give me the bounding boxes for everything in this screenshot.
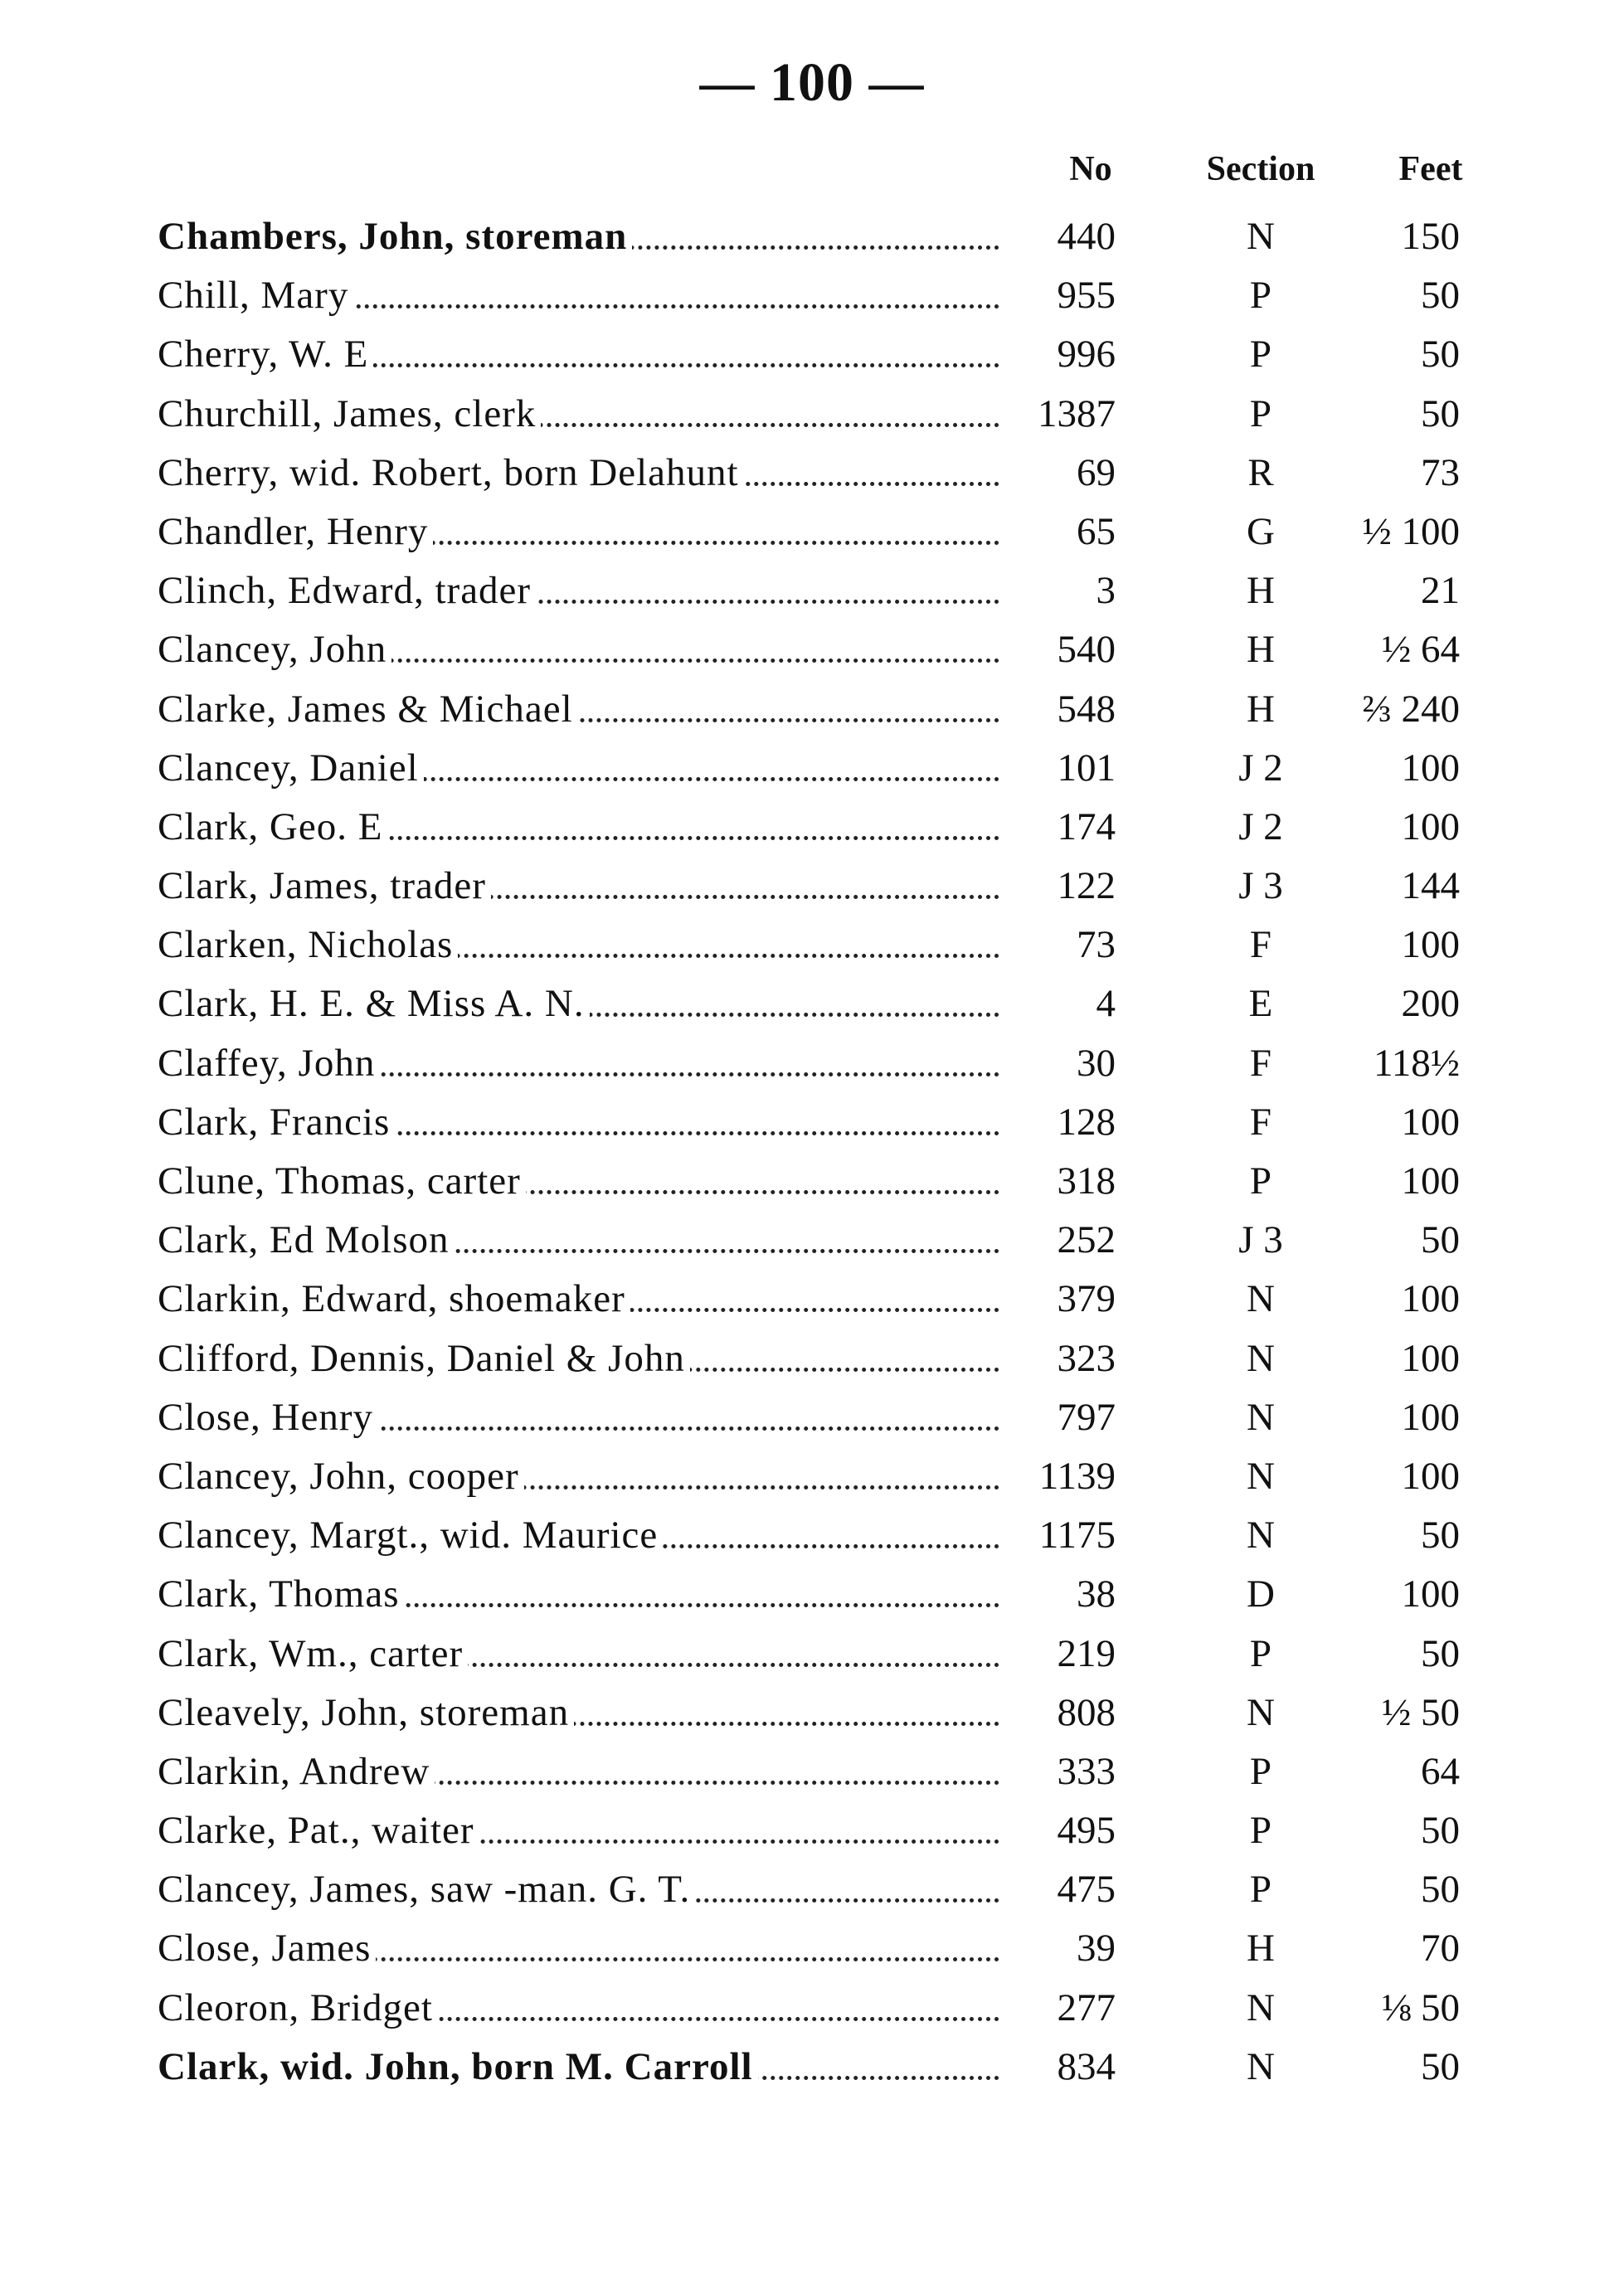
entry-name (158, 1034, 999, 1093)
entry-name-text: Clarke, James & Michael (158, 688, 578, 731)
entry-row (0, 1565, 1624, 1624)
entry-section: R (1247, 450, 1274, 494)
entry-row (0, 1093, 1624, 1152)
entry-name (158, 561, 999, 620)
entry-number: 1387 (1038, 391, 1116, 435)
entry-number: 122 (1057, 864, 1116, 908)
entry-name-text: Cherry, wid. Robert, born Delahunt (158, 451, 744, 494)
entry-section: P (1249, 1809, 1272, 1853)
entry-name-text: Clancey, John, cooper (158, 1455, 524, 1498)
entry-section: N (1247, 215, 1275, 258)
entry-number: 219 (1057, 1631, 1116, 1675)
entry-feet: ⅛ 50 (1382, 1985, 1460, 2029)
entry-feet: 50 (1421, 1218, 1460, 1262)
entry-row (0, 1801, 1624, 1860)
entry-row (0, 2038, 1624, 2097)
entry-number: 475 (1057, 1868, 1116, 1912)
entry-feet: 50 (1421, 333, 1460, 377)
entry-feet: 50 (1421, 391, 1460, 435)
entry-feet: 50 (1421, 274, 1460, 318)
entry-name (158, 1979, 999, 2038)
entry-section: P (1249, 391, 1272, 435)
entry-name-text: Clark, Wm., carter (158, 1632, 468, 1675)
entry-section: N (1247, 1395, 1275, 1439)
entry-section: J 2 (1238, 746, 1283, 790)
entry-number: 101 (1057, 746, 1116, 790)
entry-number: 808 (1057, 1690, 1116, 1734)
entry-row (0, 857, 1624, 916)
entry-row (0, 1211, 1624, 1270)
entry-name (158, 1860, 999, 1919)
entry-feet: ½ 64 (1382, 628, 1460, 672)
entry-feet: 100 (1401, 923, 1460, 967)
entry-number: 1175 (1038, 1514, 1116, 1558)
entry-number: 996 (1057, 333, 1116, 377)
entry-section: P (1249, 1631, 1272, 1675)
entry-row (0, 1152, 1624, 1211)
entry-row (0, 1270, 1624, 1329)
entry-name (158, 325, 999, 384)
entry-feet: 100 (1401, 1454, 1460, 1498)
entry-section: N (1247, 1985, 1275, 2029)
entry-section: G (1247, 509, 1275, 553)
entry-number: 1139 (1038, 1454, 1116, 1498)
entry-name (158, 620, 999, 679)
entry-section: J 3 (1238, 1218, 1283, 1262)
entry-number: 333 (1057, 1749, 1116, 1793)
entry-name-text: Clark, Francis (158, 1101, 395, 1144)
entry-name (158, 444, 999, 503)
entry-name-text: Clarkin, Andrew (158, 1750, 435, 1793)
entry-feet: 100 (1401, 1100, 1460, 1144)
entry-name (158, 385, 999, 444)
entry-name-text: Cherry, W. E (158, 333, 373, 376)
entry-feet: 64 (1421, 1749, 1460, 1793)
page-number: — 100 — (699, 52, 925, 113)
entry-name (158, 2038, 999, 2097)
entry-section: H (1247, 687, 1275, 731)
entry-feet: 100 (1401, 746, 1460, 790)
entry-feet: 100 (1401, 804, 1460, 848)
entry-name-text: Clark, Geo. E (158, 805, 387, 848)
entry-name-text: Chandler, Henry (158, 510, 433, 553)
entry-name-text: Chambers, John, storeman (158, 215, 632, 258)
entry-section: N (1247, 1514, 1275, 1558)
entry-section: F (1249, 923, 1272, 967)
entry-feet: ½ 50 (1382, 1690, 1460, 1734)
entry-number: 252 (1057, 1218, 1116, 1262)
entry-row (0, 974, 1624, 1033)
entry-number: 277 (1057, 1985, 1116, 2029)
entry-section: J 2 (1238, 804, 1283, 848)
entry-number: 797 (1057, 1395, 1116, 1439)
entry-number: 495 (1057, 1809, 1116, 1853)
entry-feet: 50 (1421, 1809, 1460, 1853)
entry-name (158, 1684, 999, 1742)
entry-number: 379 (1057, 1277, 1116, 1321)
entry-section: E (1248, 982, 1273, 1026)
entry-feet: 50 (1421, 1514, 1460, 1558)
entry-row (0, 266, 1624, 325)
entry-section: H (1247, 628, 1275, 672)
entry-feet: 100 (1401, 1159, 1460, 1203)
entry-name-text: Clune, Thomas, carter (158, 1159, 526, 1203)
entry-name-text: Clinch, Edward, trader (158, 569, 536, 612)
entry-section: N (1247, 1690, 1275, 1734)
header-feet: Feet (1398, 150, 1463, 188)
entry-number: 323 (1057, 1336, 1116, 1380)
entry-name (158, 266, 999, 325)
entry-name (158, 1506, 999, 1565)
header-no: No (1069, 150, 1112, 188)
entry-number: 128 (1057, 1100, 1116, 1144)
entry-number: 174 (1057, 804, 1116, 848)
entry-name-text: Close, James (158, 1927, 376, 1970)
entry-feet: ⅔ 240 (1362, 687, 1460, 731)
entry-row (0, 620, 1624, 679)
entry-name (158, 916, 999, 974)
entry-row (0, 1860, 1624, 1919)
entry-name (158, 1093, 999, 1152)
entry-feet: 100 (1401, 1572, 1460, 1616)
entry-number: 440 (1057, 215, 1116, 258)
entry-row (0, 207, 1624, 266)
entry-feet: ½ 100 (1362, 509, 1460, 553)
entry-list (0, 207, 1624, 2097)
entry-row (0, 1506, 1624, 1565)
entry-name-text: Clarke, Pat., waiter (158, 1809, 479, 1852)
entry-section: P (1249, 1159, 1272, 1203)
entry-row (0, 1684, 1624, 1742)
entry-section: N (1247, 1277, 1275, 1321)
entry-name (158, 974, 999, 1033)
entry-name (158, 1801, 999, 1860)
entry-feet: 73 (1421, 450, 1460, 494)
entry-number: 65 (1077, 509, 1116, 553)
entry-number: 30 (1077, 1041, 1116, 1085)
entry-name-text: Clark, Thomas (158, 1572, 405, 1616)
entry-row (0, 1034, 1624, 1093)
entry-name (158, 1152, 999, 1211)
entry-row (0, 503, 1624, 561)
entry-name (158, 207, 999, 266)
entry-feet: 50 (1421, 1631, 1460, 1675)
entry-feet: 100 (1401, 1277, 1460, 1321)
entry-number: 955 (1057, 274, 1116, 318)
entry-row (0, 1742, 1624, 1801)
entry-feet: 70 (1421, 1927, 1460, 1971)
entry-row (0, 561, 1624, 620)
entry-name-text: Claffey, John (158, 1042, 380, 1085)
entry-name-text: Clark, H. E. & Miss A. N. (158, 982, 590, 1025)
entry-section: P (1249, 1868, 1272, 1912)
entry-row (0, 739, 1624, 798)
entry-name-text: Clancey, Margt., wid. Maurice (158, 1514, 663, 1557)
entry-number: 834 (1057, 2044, 1116, 2088)
entry-row (0, 1625, 1624, 1684)
entry-number: 318 (1057, 1159, 1116, 1203)
entry-section: D (1247, 1572, 1275, 1616)
entry-name-text: Clarken, Nicholas (158, 923, 458, 966)
entry-name-text: Cleavely, John, storeman (158, 1691, 574, 1734)
entry-name-text: Clarkin, Edward, shoemaker (158, 1277, 630, 1320)
entry-section: F (1249, 1100, 1272, 1144)
entry-section: H (1247, 569, 1275, 613)
entry-number: 4 (1096, 982, 1116, 1026)
entry-section: F (1249, 1041, 1272, 1085)
entry-name-text: Clancey, John (158, 628, 391, 671)
entry-name (158, 1625, 999, 1684)
entry-row (0, 916, 1624, 974)
entry-name-text: Cleoron, Bridget (158, 1986, 438, 2029)
entry-feet: 100 (1401, 1336, 1460, 1380)
entry-row (0, 798, 1624, 857)
entry-section: J 3 (1238, 864, 1283, 908)
entry-number: 39 (1077, 1927, 1116, 1971)
entry-number: 69 (1077, 450, 1116, 494)
entry-name (158, 798, 999, 857)
entry-name (158, 1270, 999, 1329)
entry-row (0, 1979, 1624, 2038)
entry-section: N (1247, 1336, 1275, 1380)
entry-feet: 21 (1421, 569, 1460, 613)
entry-name-text: Clark, wid. John, born M. Carroll (158, 2045, 758, 2088)
entry-row (0, 385, 1624, 444)
entry-row (0, 1919, 1624, 1978)
entry-feet: 50 (1421, 1868, 1460, 1912)
entry-name (158, 1329, 999, 1388)
entry-section: N (1247, 2044, 1275, 2088)
entry-name (158, 1447, 999, 1506)
entry-feet: 200 (1401, 982, 1460, 1026)
entry-name (158, 680, 999, 739)
header-section: Section (1206, 150, 1315, 188)
entry-name (158, 503, 999, 561)
entry-section: H (1247, 1927, 1275, 1971)
entry-number: 3 (1096, 569, 1116, 613)
entry-name (158, 1742, 999, 1801)
entry-section: N (1247, 1454, 1275, 1498)
entry-name-text: Clark, Ed Molson (158, 1218, 455, 1261)
entry-row (0, 444, 1624, 503)
entry-name-text: Churchill, James, clerk (158, 392, 541, 435)
entry-name-text: Clifford, Dennis, Daniel & John (158, 1337, 690, 1380)
entry-feet: 118½ (1373, 1041, 1460, 1085)
entry-name (158, 1388, 999, 1447)
entry-name-text: Close, Henry (158, 1396, 378, 1439)
entry-feet: 150 (1401, 215, 1460, 258)
entry-number: 38 (1077, 1572, 1116, 1616)
entry-feet: 100 (1401, 1395, 1460, 1439)
column-headers (0, 149, 1624, 199)
entry-row (0, 325, 1624, 384)
entry-name (158, 739, 999, 798)
entry-section: P (1249, 274, 1272, 318)
entry-number: 540 (1057, 628, 1116, 672)
entry-section: P (1249, 333, 1272, 377)
entry-number: 548 (1057, 687, 1116, 731)
entry-feet: 144 (1401, 864, 1460, 908)
entry-row (0, 1388, 1624, 1447)
entry-row (0, 1447, 1624, 1506)
entry-feet: 50 (1421, 2044, 1460, 2088)
entry-name-text: Clancey, Daniel (158, 746, 424, 790)
entry-row (0, 1329, 1624, 1388)
entry-name-text: Clark, James, trader (158, 864, 491, 907)
entry-name-text: Clancey, James, saw -man. G. T. (158, 1868, 695, 1911)
entry-name (158, 1919, 999, 1978)
entry-section: P (1249, 1749, 1272, 1793)
entry-name (158, 1565, 999, 1624)
entry-name (158, 857, 999, 916)
entry-number: 73 (1077, 923, 1116, 967)
entry-name-text: Chill, Mary (158, 274, 353, 317)
entry-name (158, 1211, 999, 1270)
entry-row (0, 680, 1624, 739)
